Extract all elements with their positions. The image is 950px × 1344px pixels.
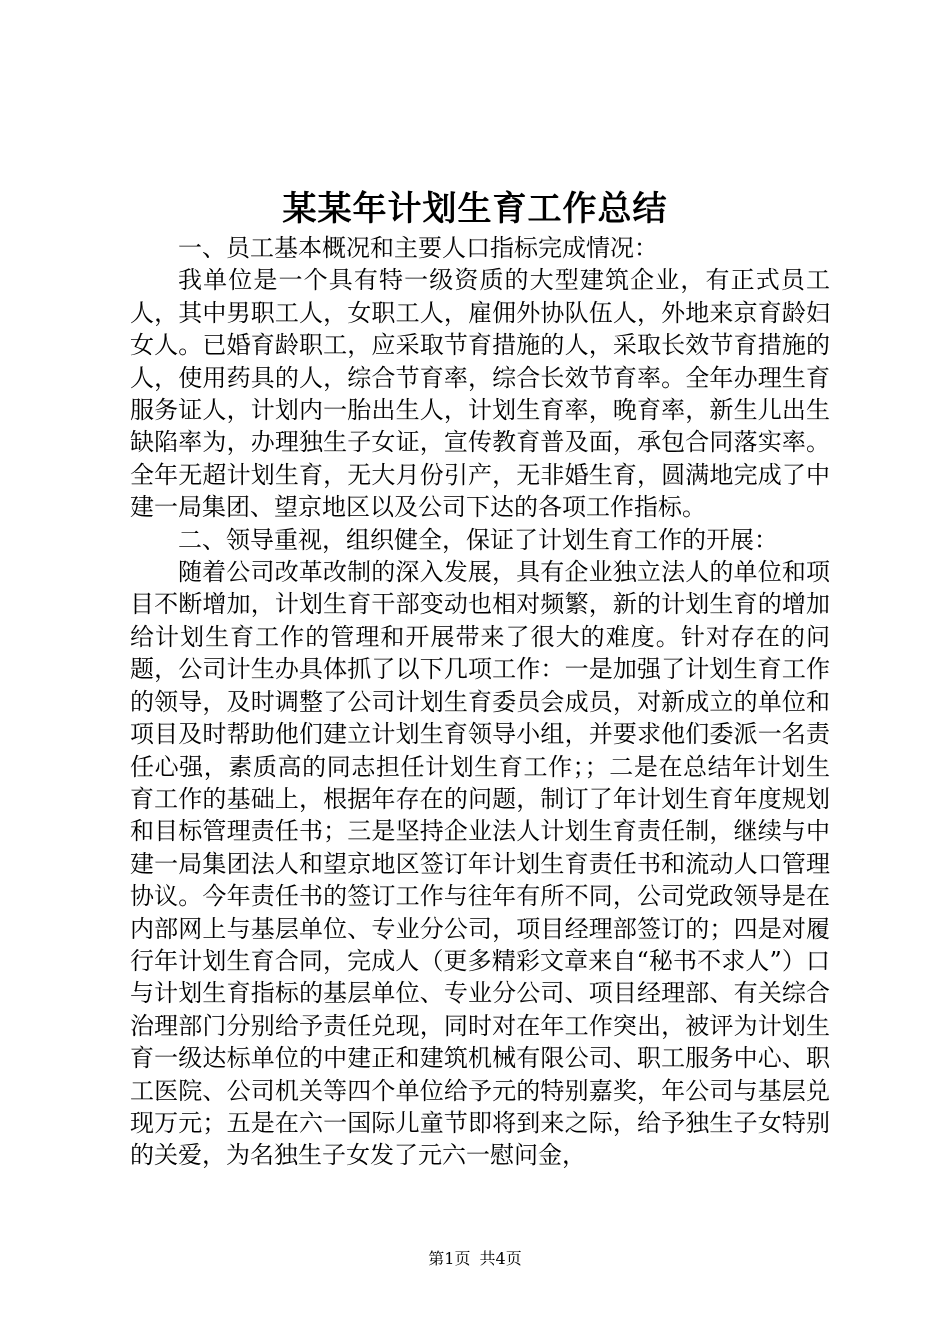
document-title: 某某年计划生育工作总结 bbox=[282, 189, 668, 229]
paragraph-2: 随着公司改革改制的深入发展，具有企业独立法人的单位和项目不断增加，计划生育干部变动也相对频繁，新的计划生育的增加给计划生育工作的管理和开展带来了很大的难度。针对存在的问题，公司计生办具体抓了以下几项工作：一是加强了计划生育工作的领导，及时调整了公司计划生育委员会成员，对新成立的单位和项目及时帮助他们建立计划生育领导小组，并要求他们委派一名责任心强，素质高的同志担任计划生育工作；；二是在总结年计划生育工作的基础上，根据年存在的问题，制订了年计划生育年度规划和目标管理责任书；三是坚持企业法人计划生育责任制，继续与中建一局集团法人和望京地区签订年计划生育责任书和流动人口管理协议。今年责任书的签订工作与往年有所不同，公司党政领导是在内部网上与基层单位、专业分公司，项目经理部签订的；四是对履行年计划生育合同，完成人（更多精彩文章来自“秘书不求人”）口与计划生育指标的基层单位、专业分公司、项目经理部、有关综合治理部门分别给予责任兑现，同时对在年工作突出，被评为计划生育一级达标单位的中建正和建筑机械有限公司、职工服务中心、职工医院、公司机关等四个单位给予元的特别嘉奖，年公司与基层兑现万元；五是在六一国际儿童节即将到来之际，给予独生子女特别的关爱，为名独生子女发了元六一慰问金， bbox=[130, 558, 830, 1170]
page-number: 第1页 bbox=[428, 1249, 471, 1268]
section-heading-2: 二、领导重视，组织健全，保证了计划生育工作的开展： bbox=[178, 525, 778, 554]
document-body bbox=[130, 232, 830, 1172]
page-footer bbox=[0, 1249, 950, 1269]
page-total: 共4页 bbox=[479, 1249, 522, 1268]
paragraph-1: 我单位是一个具有特一级资质的大型建筑企业，有正式员工人，其中男职工人，女职工人，雇佣外协队伍人，外地来京育龄妇女人。已婚育龄职工，应采取节育措施的人，采取长效节育措施的人，使用药具的人，综合节育率，综合长效节育率。全年办理生育服务证人，计划内一胎出生人，计划生育率，晚育率，新生儿出生缺陷率为，办理独生子女证，宣传教育普及面，承包合同落实率。全年无超计划生育，无大月份引产，无非婚生育，圆满地完成了中建一局集团、望京地区以及公司下达的各项工作指标。 bbox=[130, 266, 830, 522]
section-heading-1: 一、员工基本概况和主要人口指标完成情况： bbox=[178, 234, 658, 262]
